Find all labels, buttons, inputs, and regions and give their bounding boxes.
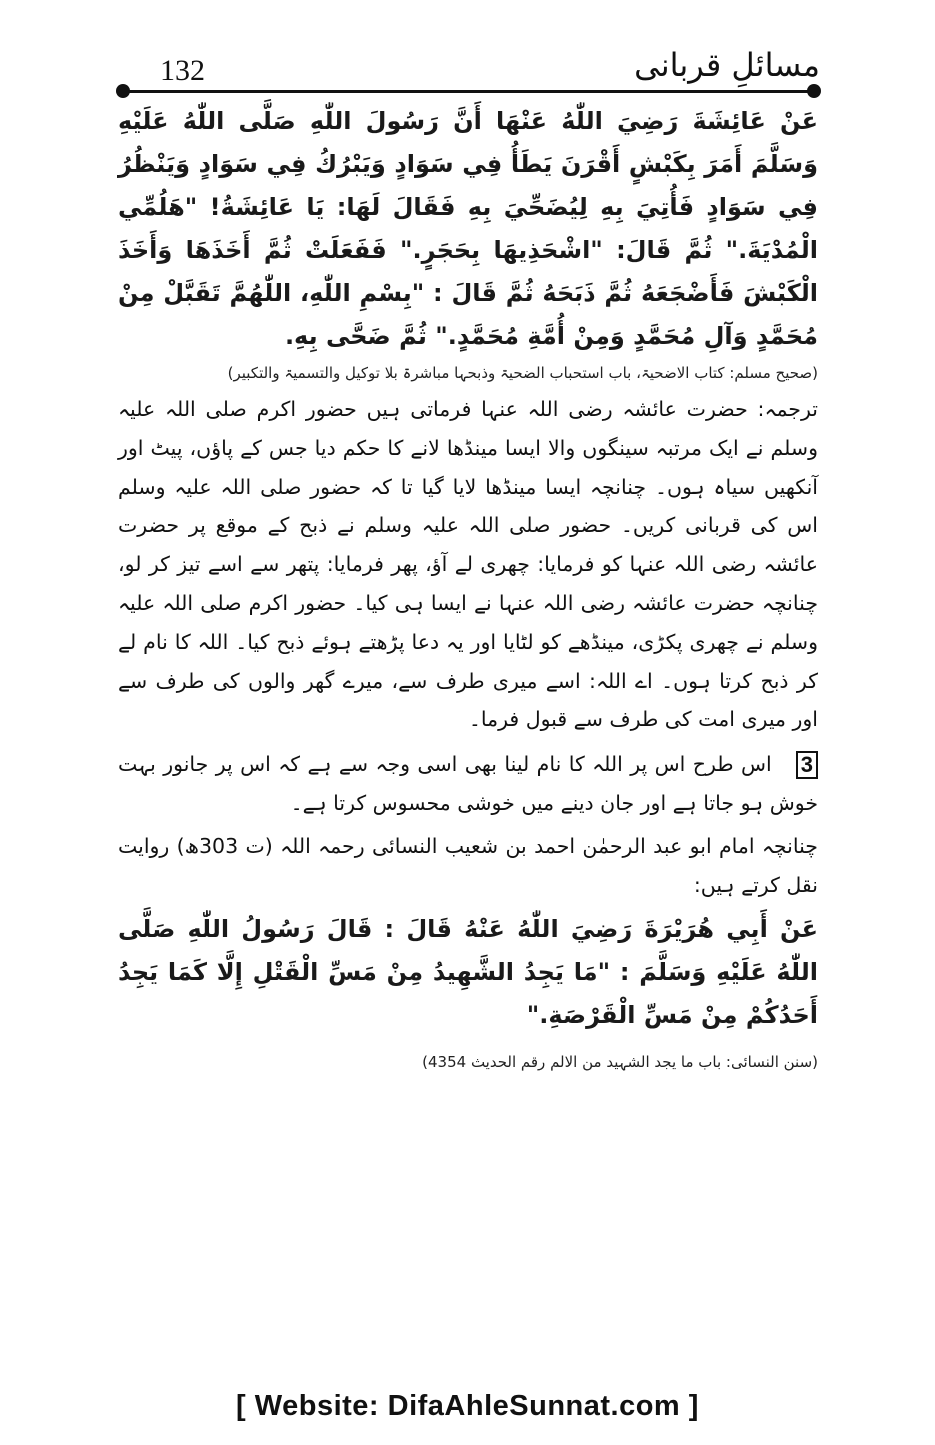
hadith-arabic-text: عَنْ عَائِشَةَ رَضِيَ اللّٰهُ عَنْهَا أَنَّ رَسُولَ اللّٰهِ صَلَّى اللّٰهُ عَلَيْهِ وَسَلَّمَ أَمَرَ بِكَبْشٍ أَقْرَنَ يَطَأُ فِي سَوَادٍ وَيَبْرُكُ فِي سَوَادٍ وَيَنْظُرُ فِي سَوَادٍ فَأُتِيَ بِهِ لِيُضَحِّيَ بِهِ فَقَالَ لَهَا: يَا عَائِشَةُ! "هَلُمِّي الْمُدْيَةَ." ثُمَّ قَالَ: "اشْحَذِيهَا بِحَجَرٍ." فَفَعَلَتْ ثُمَّ أَخَذَهَا وَأَخَذَ الْكَبْشَ فَأَضْجَعَهُ ثُمَّ ذَبَحَهُ ثُمَّ قَالَ : "بِسْمِ اللّٰهِ، اللّٰهُمَّ تَقَبَّلْ مِنْ مُحَمَّدٍ وَآلِ مُحَمَّدٍ وَمِنْ أُمَّةِ مُحَمَّدٍ." ثُمَّ ضَحَّى بِهِ. [118, 107, 818, 350]
point-paragraph [118, 745, 818, 823]
book-title: مسائلِ قربانی [634, 46, 820, 84]
hadith2-arabic-text: عَنْ أَبِي هُرَيْرَةَ رَضِيَ اللّٰهُ عَنْهُ قَالَ : قَالَ رَسُولُ اللّٰهِ صَلَّى اللّٰهُ عَلَيْهِ وَسَلَّمَ : "مَا يَجِدُ الشَّهِيدُ مِنْ مَسِّ الْقَتْلِ إِلَّا كَمَا يَجِدُ أَحَدُكُمْ مِنْ مَسِّ الْقَرْصَةِ." [118, 915, 818, 1030]
website-link[interactable]: [ Website: DifaAhleSunnat.com ] [236, 1390, 699, 1422]
header-rule-dot-right [807, 84, 821, 98]
point-text: اس طرح اس پر اللہ کا نام لینا بھی اسی وجہ سے ہے کہ اس پر جانور بہت خوش ہو جاتا ہے اور جان دینے میں خوشی محسوس کرتا ہے۔ [118, 752, 818, 815]
page-body [118, 100, 818, 1079]
hadith-translation: ترجمہ: حضرت عائشہ رضی اللہ عنہا فرماتی ہیں حضور اکرم صلی اللہ علیہ وسلم نے ایک مرتبہ سینگوں والا ایسا مینڈھا لانے کا حکم دیا جس کے پاؤں، پیٹ اور آنکھیں سیاہ ہوں۔ چنانچہ ایسا مینڈھا لایا گیا تا کہ حضور صلی اللہ علیہ وسلم اس کی قربانی کریں۔ حضور صلی اللہ علیہ وسلم نے ذبح کے موقع پر حضرت عائشہ رضی اللہ عنہا کو فرمایا: چھری لے آؤ، پھر فرمایا: پتھر سے اسے تیز کر لو، چنانچہ حضرت عائشہ رضی اللہ عنہا نے ایسا ہی کیا۔ حضور اکرم صلی اللہ علیہ وسلم نے چھری پکڑی، مینڈھے کو لٹایا اور یہ دعا پڑھتے ہوئے ذبح کیا۔ اللہ کا نام لے کر ذبح کرتا ہوں۔ اے اللہ: اسے میری طرف سے، میرے گھر والوں کی طرف سے اور میری امت کی طرف سے قبول فرما۔ [118, 397, 818, 732]
point-number-badge: 3 [796, 751, 818, 779]
page-number: 132 [160, 54, 205, 87]
header-rule [124, 90, 814, 93]
hadith-reference: (صحیح مسلم: کتاب الاضحیۃ، باب استحباب الضحیۃ وذبحہا مباشرۃ بلا توکیل والتسمیۃ والتکبیر) [227, 364, 818, 382]
hadith2-reference: (سنن النسائی: باب ما یجد الشہید من الالم رقم الحدیث 4354) [422, 1053, 818, 1072]
narrator-intro: چنانچہ امام ابو عبد الرحمٰن احمد بن شعیب النسائی رحمہ اللہ (ت 303ھ) روایت نقل کرتے ہیں: [118, 833, 818, 897]
